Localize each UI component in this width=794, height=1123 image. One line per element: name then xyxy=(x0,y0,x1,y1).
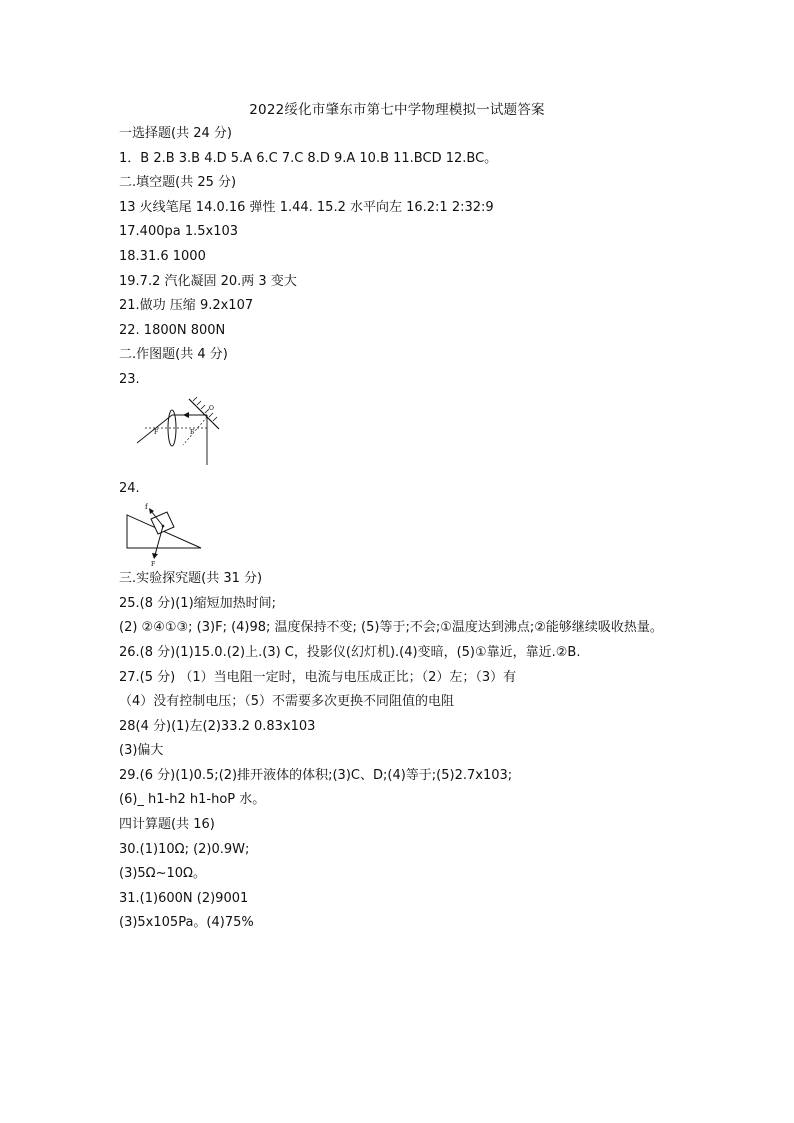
force-arrowhead xyxy=(152,553,158,559)
section-choice-heading: 一选择题(共 24 分) xyxy=(119,126,232,141)
answer-content xyxy=(119,122,679,936)
ray-arrow xyxy=(183,412,189,418)
answer-29-part1: 29.(6 分)(1)0.5;(2)排开液体的体积;(3)C、D;(4)等于;(5)2.7x103; xyxy=(119,767,513,783)
answer-29-part2: (6)_ h1-h2 h1-hoP 水。 xyxy=(119,792,266,808)
answer-18: 18.31.6 1000 xyxy=(119,248,206,264)
answer-31-part2: (3)5x105Pa。(4)75% xyxy=(119,915,254,931)
answer-21: 21.做功 压缩 9.2x107 xyxy=(119,298,254,314)
incline-block-diagram xyxy=(121,503,211,567)
point-o-label: O xyxy=(209,404,214,412)
answer-22: 22. 1800N 800N xyxy=(119,322,226,338)
answer-25-part1: 25.(8 分)(1)缩短加热时间; xyxy=(119,595,277,611)
force-label: F xyxy=(151,561,156,568)
section-experiment-heading: 三.实验探究题(共 31 分) xyxy=(119,571,263,587)
section-fill-heading: 二.填空题(共 25 分) xyxy=(119,175,237,191)
choice-answers: 1．B 2.B 3.B 4.D 5.A 6.C 7.C 8.D 9.A 10.B 11.BCD 12.BC。 xyxy=(119,150,498,166)
lens-mirror-diagram xyxy=(127,395,237,469)
section-calculation-heading: 四计算题(共 16) xyxy=(119,817,215,833)
plane-mirror xyxy=(189,399,219,429)
normal-line xyxy=(183,417,207,445)
answer-30-part2: (3)5Ω~10Ω。 xyxy=(119,866,206,882)
answer-25-part2: (2) ②④①③; (3)F; (4)98; 温度保持不变; (5)等于;不会;①温度达到沸点;②能够继续吸收热量。 xyxy=(119,620,663,636)
answer-27-part1: 27.(5 分) （1）当电阻一定时，电流与电压成正比；（2）左；（3）有 xyxy=(119,669,517,685)
answer-27-part2: （4）没有控制电压；（5）不需要多次更换不同阻值的电阻 xyxy=(119,694,455,710)
answer-13-16: 13 火线笔尾 14.0.16 弹性 1.44. 15.2 水平向左 16.2:1 2:32:9 xyxy=(119,199,494,215)
focus-left-label: F xyxy=(154,428,159,436)
answer-30-part1: 30.(1)10Ω; (2)0.9W; xyxy=(119,841,250,857)
answer-28-part2: (3)偏大 xyxy=(119,743,164,759)
center-point xyxy=(162,525,165,528)
answer-24-label: 24. xyxy=(119,480,140,496)
page-title: 2022绥化市肇东市第七中学物理模拟一试题答案 xyxy=(249,102,545,118)
answer-28-part1: 28(4 分)(1)左(2)33.2 0.83x103 xyxy=(119,718,316,734)
answer-19-20: 19.7.2 汽化凝固 20.两 3 变大 xyxy=(119,273,297,289)
answer-17: 17.400pa 1.5x103 xyxy=(119,224,239,240)
answer-23-label: 23. xyxy=(119,371,140,387)
focus-right-label: F xyxy=(190,428,195,436)
section-drawing-heading: 二.作图题(共 4 分) xyxy=(119,347,228,363)
answer-26: 26.(8 分)(1)15.0.(2)上.(3) C，投影仪(幻灯机).(4)变暗，(5)①靠近，靠近.②B. xyxy=(119,644,581,660)
answer-31-part1: 31.(1)600N (2)9001 xyxy=(119,890,249,906)
friction-label: f xyxy=(145,503,148,512)
